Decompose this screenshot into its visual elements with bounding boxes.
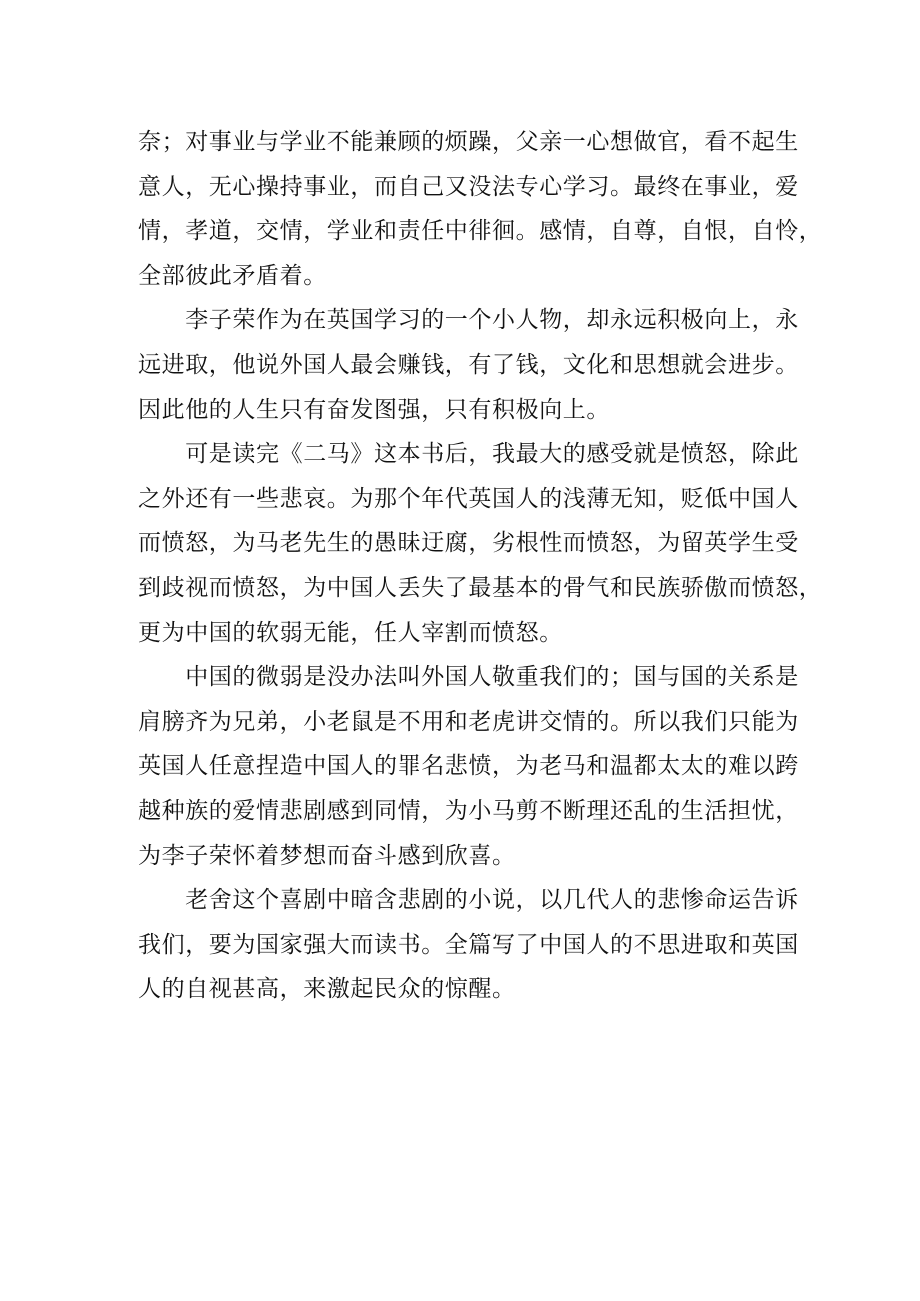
text-line: 奈；对事业与学业不能兼顾的烦躁，父亲一心想做官，看不起生 (138, 129, 799, 155)
paragraph (138, 298, 818, 432)
paragraph (138, 432, 823, 655)
text-line: 更为中国的软弱无能，任人宰割而愤怒。 (138, 619, 563, 646)
text-line: 李子荣作为在英国学习的一个小人物，却永远积极向上，永 (138, 307, 799, 334)
paragraph (138, 120, 823, 298)
text-line: 意人，无心操持事业，而自己又没法专心学习。最终在事业，爱 (138, 173, 799, 200)
text-line: 可是读完《二马》这本书后，我最大的感受就是愤怒，除此 (138, 441, 799, 468)
text-line: 情，孝道，交情，学业和责任中徘徊。感情，自尊，自恨，自怜， (138, 218, 823, 245)
text-line: 老舍这个喜剧中暗含悲剧的小说，以几代人的悲惨命运告诉 (138, 887, 799, 914)
text-line: 之外还有一些悲哀。为那个年代英国人的浅薄无知，贬低中国人 (138, 485, 799, 512)
text-line: 人的自视甚高，来激起民众的惊醒。 (138, 976, 516, 1003)
text-line: 全部彼此矛盾着。 (138, 262, 327, 289)
text-line: 到歧视而愤怒，为中国人丢失了最基本的骨气和民族骄傲而愤怒， (138, 574, 823, 601)
paragraph (138, 878, 818, 1012)
text-line: 我们，要为国家强大而读书。全篇写了中国人的不思进取和英国 (138, 931, 799, 958)
paragraph (138, 655, 818, 878)
text-line: 肩膀齐为兄弟，小老鼠是不用和老虎讲交情的。所以我们只能为 (138, 708, 799, 735)
text-line: 为李子荣怀着梦想而奋斗感到欣喜。 (138, 842, 516, 869)
document-body (138, 120, 823, 1012)
text-line: 越种族的爱情悲剧感到同情，为小马剪不断理还乱的生活担忧， (138, 797, 799, 824)
text-line: 因此他的人生只有奋发图强，只有积极向上。 (138, 396, 610, 423)
text-line: 中国的微弱是没办法叫外国人敬重我们的；国与国的关系是 (138, 664, 799, 691)
text-line: 英国人任意捏造中国人的罪名悲愤，为老马和温都太太的难以跨 (138, 753, 799, 780)
text-line: 远进取，他说外国人最会赚钱，有了钱，文化和思想就会进步。 (138, 351, 799, 378)
text-line: 而愤怒，为马老先生的愚昧迂腐，劣根性而愤怒，为留英学生受 (138, 530, 799, 557)
